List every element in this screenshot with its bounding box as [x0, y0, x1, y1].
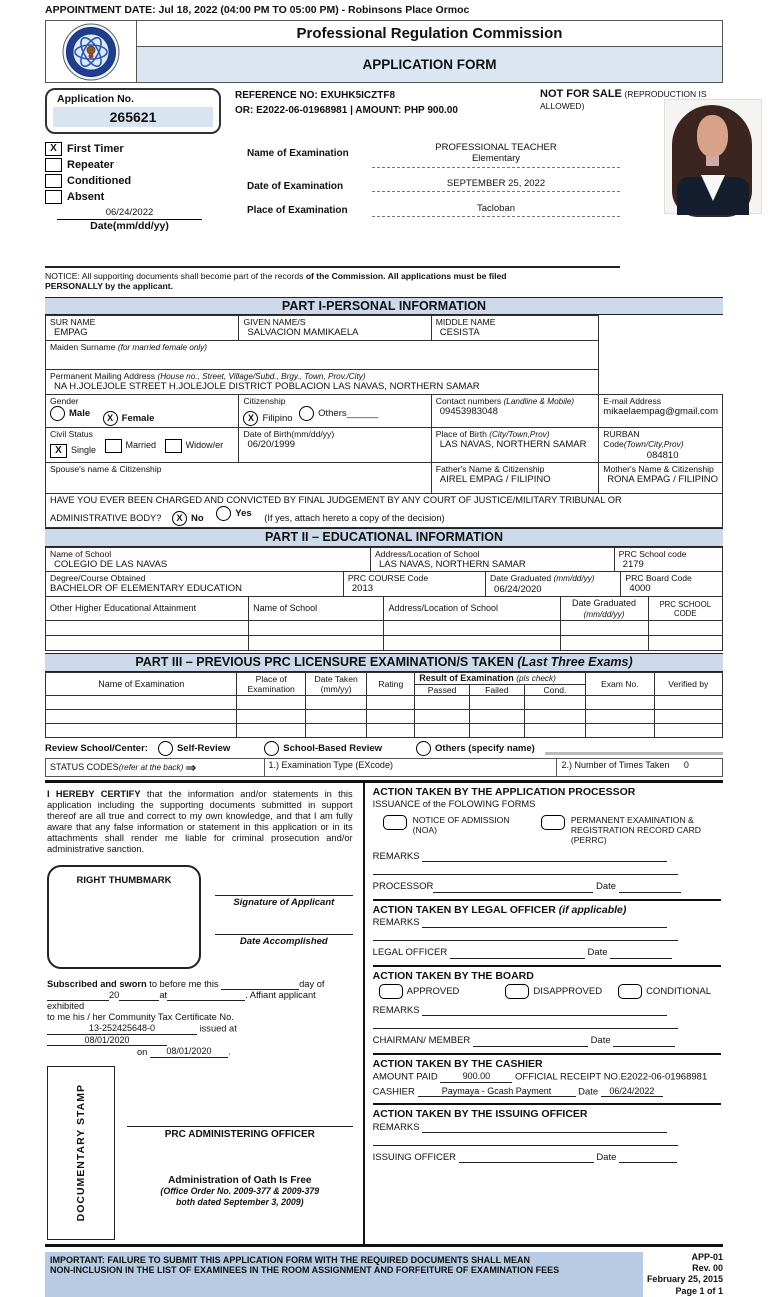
email-label: E-mail Address [603, 395, 662, 406]
notice-bold1: of the Commission. All applications must be filed [305, 271, 507, 282]
married-label: Married [125, 440, 157, 451]
board-title: ACTION TAKEN BY THE BOARD [372, 969, 534, 982]
given-name-label: GIVEN NAME/S [243, 317, 306, 328]
prc-logo [45, 20, 137, 83]
legal-note: (if applicable) [558, 903, 627, 916]
application-date-value[interactable]: 06/24/2022 [57, 207, 202, 220]
check-mark: X [50, 143, 57, 155]
others-review-radio[interactable] [416, 741, 431, 756]
processor-title: ACTION TAKEN BY THE APPLICATION PROCESSOR [372, 786, 636, 799]
other-attainment-col1: Other Higher Educational Attainment [46, 597, 249, 621]
prc-administering-officer-line[interactable]: PRC ADMINISTERING OFFICER [127, 1126, 353, 1141]
chairman-input[interactable] [473, 1036, 588, 1047]
form-revision: Rev. 00 [692, 1263, 723, 1274]
other-attainment-col4-note: (mm/dd/yy) [583, 609, 625, 619]
rurban-label: RURBAN Code [603, 428, 640, 450]
date-graduated-value[interactable]: 06/24/2020 [494, 583, 542, 595]
board-date-input[interactable] [613, 1036, 675, 1047]
reproduction-note: (REPRODUCTION IS ALLOWED) [540, 89, 707, 112]
school-code-value[interactable]: 2179 [622, 559, 644, 570]
official-receipt-value[interactable]: E2022-06-01968981 [620, 1071, 708, 1083]
application-number-label: Application No. [57, 93, 134, 106]
previous-exam-row[interactable] [46, 709, 723, 723]
sworn-day-input[interactable] [221, 979, 299, 990]
perrc-label: PERMANENT EXAMINATION & REGISTRATION RECORD CARD (PERRC) [570, 814, 702, 845]
filipino-radio[interactable] [243, 411, 258, 426]
first-timer-label: First Timer [67, 142, 124, 155]
school-name-value[interactable]: COLEGIO DE LAS NAVAS [54, 559, 168, 570]
check-mark: X [55, 444, 62, 456]
board-remarks-input[interactable] [422, 1005, 667, 1016]
legal-date-label: Date [587, 947, 608, 959]
processor-date-input[interactable] [619, 882, 681, 893]
disapproved-checkbox[interactable] [505, 984, 529, 999]
exam-date-value[interactable]: SEPTEMBER 25, 2022 [372, 178, 620, 192]
others-review-label: Others (specify name) [435, 742, 535, 754]
documentary-stamp-box [47, 1066, 115, 1240]
notice-bold2: PERSONALLY by the applicant. [45, 281, 173, 292]
other-attainment-row[interactable] [46, 636, 723, 651]
action-issuing-section [373, 1103, 721, 1169]
action-processor-section [373, 783, 721, 898]
application-date-label: Date(mm/dd/yy) [90, 220, 169, 233]
father-label: Father's Name & Citizenship [435, 464, 545, 475]
issuing-officer-input[interactable] [459, 1152, 594, 1163]
col-cond: Cond. [524, 684, 586, 695]
female-label: Female [121, 412, 155, 424]
col-exam-no: Exam No. [586, 673, 654, 696]
charged-yes-note: (If yes, attach hereto a copy of the decision) [264, 513, 445, 524]
applicant-photo [664, 99, 762, 214]
course-code-value[interactable]: 2013 [351, 583, 374, 595]
form-page: Page 1 of 1 [675, 1285, 723, 1296]
official-receipt-label: OFFICIAL RECEIPT NO. [515, 1071, 621, 1083]
approved-checkbox[interactable] [379, 984, 403, 999]
col-place: Place of Examination [237, 673, 305, 696]
not-for-sale-label: NOT FOR SALE [540, 88, 622, 101]
photo-collar [701, 175, 725, 201]
others-review-input[interactable] [545, 742, 723, 755]
middle-name-value[interactable]: CESISTA [439, 327, 480, 339]
conditional-label: CONDITIONAL [646, 985, 711, 997]
chairman-label: CHAIRMAN/ MEMBER [372, 1035, 471, 1047]
exam-place-label: Place of Examination [247, 205, 348, 217]
charged-no-radio[interactable] [172, 511, 187, 526]
others-citizenship-radio[interactable] [299, 406, 314, 421]
legal-officer-input[interactable] [450, 948, 585, 959]
certification-paragraph [47, 789, 353, 855]
perrc-checkbox[interactable] [541, 815, 565, 830]
maiden-surname-label: Maiden Surname [50, 341, 118, 352]
certify-rest: that the information and/or statements in this application including the supporting documents submitted in support thereof are all true and correct to my own knowledge, and that I am fully aware that any false information or statement in this application or in its attachments shall render me liable for criminal prosecution and/or administrative sanction. [47, 789, 353, 855]
date-graduated-label: Date Graduated [490, 573, 554, 584]
part3-title-note: (Last Three Exams) [517, 655, 633, 670]
col-exam-name: Name of Examination [46, 673, 237, 696]
gender-label: Gender [50, 395, 79, 406]
charged-question-line2: ADMINISTRATIVE BODY? [50, 513, 162, 524]
issuing-remarks-input2[interactable] [373, 1135, 678, 1146]
exam-name-label: Name of Examination [247, 148, 349, 160]
thumbmark-label: RIGHT THUMBMARK [76, 875, 172, 887]
pob-note: (City/Town,Prov) [489, 429, 550, 439]
previous-exam-row[interactable] [46, 695, 723, 709]
issuing-date-label: Date [596, 1151, 617, 1163]
pob-label: Place of Birth [435, 428, 490, 439]
approved-label: APPROVED [406, 985, 460, 997]
ctc-number-value[interactable]: 13-252425648-0 [47, 1023, 197, 1035]
times-taken-value: 0 [683, 759, 689, 770]
reference-number: REFERENCE NO: EXUHK5ICZTF8 [235, 90, 396, 102]
mother-value[interactable]: RONA EMPAG / FILIPINO [607, 474, 718, 486]
application-number-value: 265621 [53, 107, 213, 128]
conditional-checkbox[interactable] [618, 984, 642, 999]
col-rating: Rating [367, 673, 415, 696]
surname-label: SUR NAME [50, 317, 96, 328]
part3-header [45, 653, 723, 672]
application-number-box [45, 88, 221, 134]
action-cashier-section [373, 1053, 721, 1104]
exam-place-value[interactable]: Tacloban [372, 203, 620, 217]
processor-date-label: Date [595, 881, 617, 893]
female-radio[interactable] [103, 411, 118, 426]
processor-label: PROCESSOR [372, 881, 434, 893]
other-attainment-col4: Date Graduated [571, 598, 637, 609]
repeater-label: Repeater [67, 158, 115, 171]
noa-checkbox[interactable] [383, 815, 407, 830]
arrow-icon: ⇒ [185, 759, 197, 775]
spouse-label: Spouse's name & Citizenship [50, 464, 162, 475]
rurban-note: (Town/City,Prov) [623, 440, 684, 450]
cashier-value[interactable]: Paymaya - Gcash Payment [418, 1086, 576, 1098]
status-codes-label: STATUS CODES [50, 762, 119, 773]
exam-date-label: Date of Examination [247, 180, 344, 192]
dob-value[interactable]: 06/20/1999 [247, 438, 296, 450]
absent-label: Absent [67, 190, 105, 203]
col-result: Result of Examination [419, 673, 517, 684]
single-checkbox[interactable] [50, 444, 67, 458]
course-code-label: PRC COURSE Code [347, 573, 429, 584]
signature-of-applicant-line[interactable]: Signature of Applicant [215, 895, 353, 908]
other-attainment-col5: PRC SCHOOL [659, 599, 712, 609]
board-remarks-label: REMARKS [372, 1004, 420, 1016]
col-date-taken: Date Taken (mm/yy) [305, 673, 367, 696]
male-radio[interactable] [50, 406, 65, 421]
self-review-label: Self-Review [176, 742, 231, 754]
amount-paid-value[interactable]: 900.00 [440, 1071, 512, 1083]
issuing-officer-label: ISSUING OFFICER [372, 1151, 457, 1163]
sworn-month-input[interactable] [47, 990, 109, 1001]
prc-seal-icon [62, 23, 120, 81]
ctc-issued-on-value[interactable]: 08/01/2020 [150, 1046, 228, 1058]
other-attainment-col5b: CODE [673, 608, 697, 618]
middle-name-label: MIDDLE NAME [435, 317, 496, 328]
notice-text [45, 271, 620, 294]
sworn-year-input[interactable] [119, 990, 159, 1001]
or-amount-line: OR: E2022-06-01968981 | AMOUNT: PHP 900.00 [235, 105, 458, 117]
other-attainment-col2: Name of School [249, 597, 384, 621]
right-thumbmark-box[interactable] [47, 865, 201, 969]
legal-remarks-label: REMARKS [372, 917, 420, 928]
maiden-surname-note: (for married female only) [117, 342, 208, 352]
form-id-block [643, 1252, 723, 1297]
school-code-label: PRC School code [618, 548, 687, 559]
action-legal-section [373, 899, 721, 965]
part2-header: PART II – EDUCATIONAL INFORMATION [45, 528, 723, 547]
board-date-label: Date [590, 1035, 611, 1047]
email-value[interactable]: mikaelaempag@gmail.com [603, 405, 718, 417]
father-value[interactable]: AIREL EMPAG / FILIPINO [439, 474, 551, 486]
review-center-label: Review School/Center: [45, 742, 148, 754]
col-passed: Passed [415, 684, 470, 695]
board-code-label: PRC Board Code [625, 573, 692, 584]
col-verified-by: Verified by [654, 673, 722, 696]
conditioned-label: Conditioned [67, 174, 132, 187]
school-based-review-label: School-Based Review [283, 742, 383, 754]
check-mark: X [176, 513, 183, 524]
issuing-title: ACTION TAKEN BY THE ISSUING OFFICER [372, 1108, 588, 1121]
photo-face [697, 115, 728, 157]
school-address-value[interactable]: LAS NAVAS, NORTHERN SAMAR [378, 559, 526, 570]
civil-status-label: Civil Status [50, 428, 93, 439]
exam-name-line2: Elementary [471, 153, 521, 165]
cashier-date-label: Date [578, 1085, 599, 1097]
other-attainment-col3: Address/Location of School [384, 597, 560, 621]
cashier-date-value[interactable]: 06/24/2022 [601, 1086, 663, 1098]
legal-date-input[interactable] [610, 948, 672, 959]
widower-checkbox[interactable] [165, 439, 182, 453]
sworn-paragraph: Subscribed and sworn to before me this day of 20 at . Affiant applicant exhibited to me his / her Community Tax Certificate No. 13-252425648-0 issued at 08/01/2020 on 08/01/2020 . [47, 979, 325, 1057]
school-address-label: Address/Location of School [374, 548, 480, 559]
check-mark: X [247, 412, 254, 423]
disapproved-label: DISAPPROVED [533, 985, 603, 997]
filipino-label: Filipino [262, 412, 293, 424]
ctc-issued-at-value[interactable]: 08/01/2020 [47, 1035, 167, 1047]
status-codes-note: (refer at the back) [118, 762, 184, 772]
form-code: APP-01 [691, 1251, 723, 1262]
degree-value[interactable]: BACHELOR OF ELEMENTARY EDUCATION [50, 583, 242, 595]
surname-value[interactable]: EMPAG [54, 327, 88, 339]
col-result-note: (pls check) [516, 674, 556, 684]
charged-yes-radio[interactable] [216, 506, 231, 521]
check-mark: X [107, 412, 114, 423]
appointment-date-line: APPOINTMENT DATE: Jul 18, 2022 (04:00 PM TO 05:00 PM) - Robinsons Place Ormoc [45, 4, 470, 16]
part3-title: PART III – PREVIOUS PRC LICENSURE EXAMINATION/S TAKEN [135, 655, 518, 670]
times-taken-box [556, 759, 722, 776]
issuing-remarks-label: REMARKS [372, 1121, 420, 1133]
action-board-section [373, 965, 721, 1053]
charged-question-line1: HAVE YOU EVER BEEN CHARGED AND CONVICTED BY FINAL JUDGEMENT BY ANY COURT OF JUSTICE/MILITARY TRIBUNAL OR [50, 495, 622, 506]
dob-label: Date of Birth(mm/dd/yy) [243, 428, 335, 439]
issuing-remarks-input[interactable] [422, 1122, 667, 1133]
contact-label: Contact numbers [435, 395, 504, 406]
male-label: Male [69, 407, 91, 419]
amount-paid-label: AMOUNT PAID [372, 1071, 438, 1083]
part1-header: PART I-PERSONAL INFORMATION [45, 297, 723, 316]
pob-value[interactable]: LAS NAVAS, NORTHERN SAMAR [439, 439, 587, 451]
rurban-value[interactable]: 084810 [646, 449, 679, 461]
issuance-subtitle: ISSUANCE of the FOLOWING FORMS [372, 798, 536, 809]
exam-type-box: 1.) Examination Type (EXcode) [264, 759, 557, 776]
date-accomplished-line[interactable]: Date Accomplished [215, 934, 353, 947]
school-name-label: Name of School [50, 548, 112, 559]
processor-name-input[interactable] [433, 882, 593, 893]
school-based-review-radio[interactable] [264, 741, 279, 756]
citizenship-label: Citizenship [243, 395, 286, 406]
mailing-address-note: (House no., Street, Village/Subd., Brgy., Town, Prov./City) [157, 371, 366, 381]
cashier-label: CASHIER [372, 1085, 415, 1097]
commission-title: Professional Regulation Commission [137, 20, 723, 47]
repeater-checkbox[interactable] [45, 158, 62, 172]
charged-yes-label: Yes [235, 508, 252, 519]
notice-normal: NOTICE: All supporting documents shall become part of the records [45, 271, 306, 282]
legal-officer-label: LEGAL OFFICER [372, 947, 448, 959]
important-notice: IMPORTANT: FAILURE TO SUBMIT THIS APPLICATION FORM WITH THE REQUIRED DOCUMENTS SHALL MEAN NON-INCLUSION IN THE LIST OF EXAMINEES IN THE ROOM ASSIGNMENT AND FORFEITURE OF EXAMINATION FEES [45, 1252, 643, 1297]
degree-label: Degree/Course Obtained [50, 573, 146, 584]
mother-label: Mother's Name & Citizenship [603, 464, 714, 475]
cashier-title: ACTION TAKEN BY THE CASHIER [372, 1057, 543, 1070]
first-timer-checkbox[interactable] [45, 142, 62, 156]
single-label: Single [71, 445, 97, 456]
board-code-value[interactable]: 4000 [629, 583, 651, 595]
date-graduated-note: (mm/dd/yy) [553, 574, 595, 584]
sworn-bold: Subscribed and sworn [47, 979, 147, 990]
certify-bold: I HEREBY CERTIFY [47, 789, 141, 800]
issuing-date-input[interactable] [619, 1152, 677, 1163]
times-taken-label: 2.) Number of Times Taken [561, 759, 670, 770]
legal-title: ACTION TAKEN BY LEGAL OFFICER [372, 903, 559, 916]
self-review-radio[interactable] [158, 741, 173, 756]
married-checkbox[interactable] [105, 439, 122, 453]
board-remarks-input2[interactable] [373, 1018, 678, 1029]
sworn-place-input[interactable] [167, 990, 245, 1001]
given-name-value[interactable]: SALVACION MAMIKAELA [247, 327, 359, 339]
contact-value[interactable]: 09453983048 [439, 406, 498, 418]
form-title: APPLICATION FORM [137, 47, 723, 83]
previous-exam-row[interactable] [46, 723, 723, 737]
form-date: February 25, 2015 [646, 1274, 723, 1285]
mailing-address-value[interactable]: NA H.JOLEJOLE STREET H.JOLEJOLE DISTRICT POBLACION LAS NAVAS, NORTHERN SAMAR [54, 381, 480, 393]
mailing-address-label: Permanent Mailing Address [50, 370, 158, 381]
form-header [45, 20, 723, 83]
conditioned-checkbox[interactable] [45, 174, 62, 188]
widower-label: Widow/er [185, 440, 224, 451]
exam-name-line1: PROFESSIONAL TEACHER [435, 142, 557, 154]
processor-remarks-input2[interactable] [373, 864, 678, 875]
absent-checkbox[interactable] [45, 190, 62, 204]
applicant-status-options [45, 142, 215, 260]
noa-label: NOTICE OF ADMISSION (NOA) [412, 814, 510, 835]
other-attainment-row[interactable] [46, 621, 723, 636]
col-failed: Failed [469, 684, 524, 695]
exam-name-value[interactable] [372, 142, 620, 167]
oath-note: Administration of Oath Is Free (Office Order No. 2009-377 & 2009-379 both dated September 3, 2009) [160, 1174, 320, 1207]
others-citizenship-label: Others______ [318, 407, 379, 419]
charged-no-label: No [191, 513, 204, 524]
legal-remarks-input[interactable] [422, 917, 667, 928]
contact-note: (Landline & Mobile) [503, 396, 575, 406]
documentary-stamp-label: DOCUMENTARY STAMP [74, 1084, 87, 1222]
processor-remarks-input[interactable] [422, 851, 667, 862]
legal-remarks-input2[interactable] [373, 930, 678, 941]
processor-remarks-label: REMARKS [372, 851, 420, 863]
